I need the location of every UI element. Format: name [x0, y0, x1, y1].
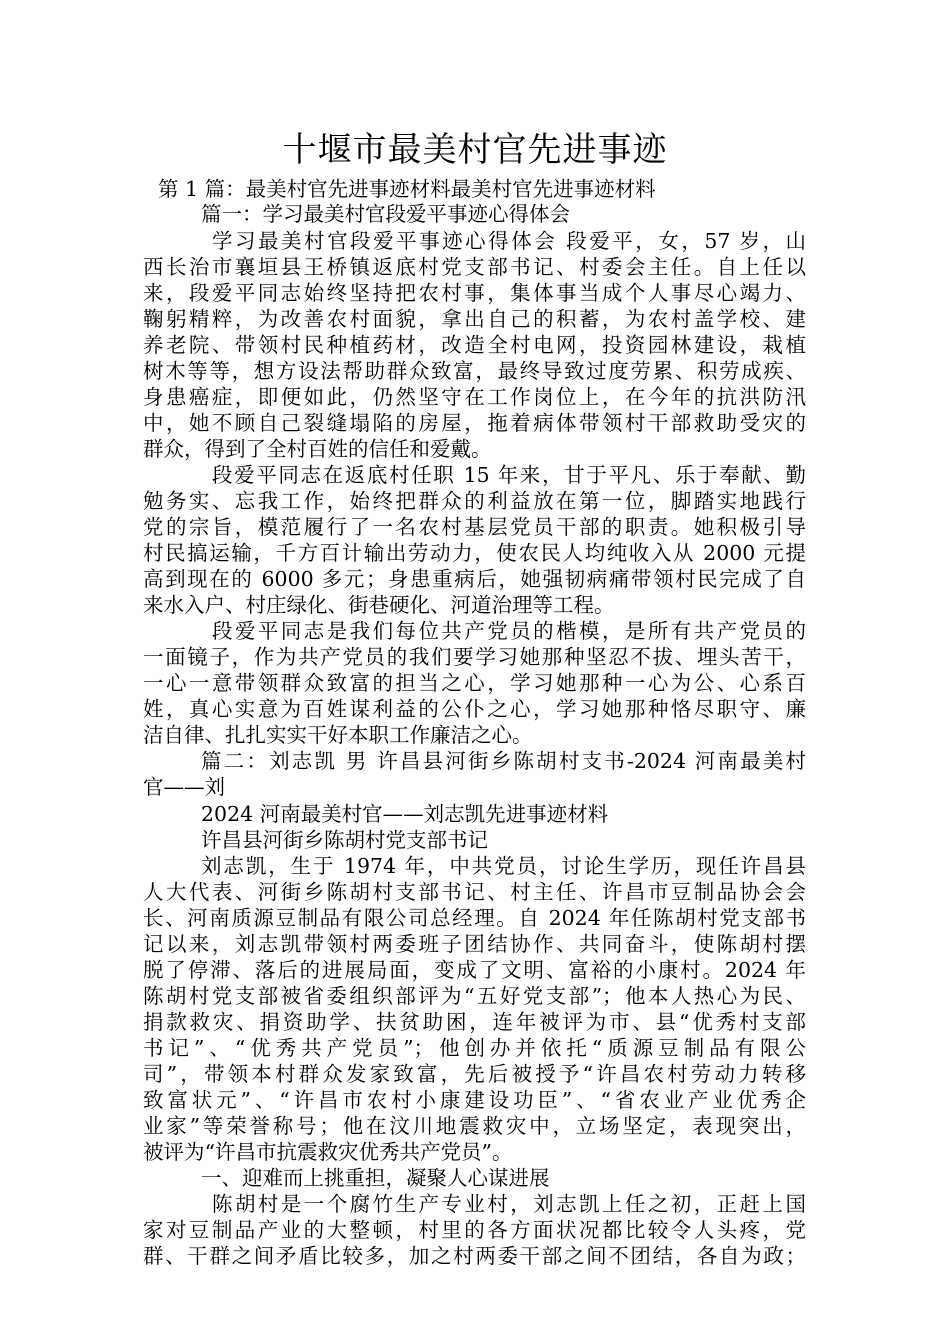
body-line: 陈胡村是一个腐竹生产专业村，刘志凯上任之初，正赶上国 [212, 1192, 806, 1216]
body-line: 刘志凯，生于 1974 年，中共党员，讨论生学历，现任许昌县 [201, 854, 806, 878]
body-line: 记以来，刘志凯带领村两委班子团结协作、共同奋斗，使陈胡村摆 [143, 932, 806, 956]
body-line: 家对豆制品产业的大整顿，村里的各方面状况都比较令人头疼，党 [143, 1218, 806, 1242]
body-line: 西长治市襄垣县王桥镇返底村党支部书记、村委会主任。自上任以 [143, 255, 806, 279]
body-line: 来，段爱平同志始终坚持把农村事，集体事当成个人事尽心竭力、 [143, 281, 806, 305]
body-line: 业家”等荣誉称号；他在汶川地震救灾中，立场坚定，表现突出， [143, 1114, 806, 1138]
document-title: 十堰市最美村官先进事迹 [282, 130, 668, 170]
body-line: 人大代表、河街乡陈胡村支部书记、村主任、许昌市豆制品协会会 [143, 880, 806, 904]
body-line: 官——刘 [143, 775, 225, 799]
body-line: 脱了停滞、落后的进展局面，变成了文明、富裕的小康村。2024 年 [143, 958, 806, 982]
body-line: 来水入户、村庄绿化、街巷硬化、河道治理等工程。 [143, 593, 615, 617]
body-line: 学习最美村官段爱平事迹心得体会 段爱平，女，57 岁，山 [212, 229, 806, 253]
body-line: 第 1 篇：最美村官先进事迹材料最美村官先进事迹材料 [158, 177, 656, 201]
body-line: 鞠躬精粹，为改善农村面貌，拿出自己的积蓄，为农村盖学校、建 [143, 307, 806, 331]
body-line: 中，她不顾自己裂缝塌陷的房屋，拖着病体带领村干部救助受灾的 [143, 411, 806, 435]
body-line: 勉务实、忘我工作，始终把群众的利益放在第一位，脚踏实地践行 [143, 489, 806, 513]
body-line: 司”，带领本村群众发家致富，先后被授予“许昌农村劳动力转移 [143, 1062, 806, 1086]
body-line: 段爱平同志是我们每位共产党员的楷模，是所有共产党员的 [212, 619, 806, 643]
body-line: 姓，真心实意为百姓谋利益的公仆之心，学习她那种恪尽职守、廉 [143, 697, 806, 721]
body-line: 书记”、“优秀共产党员”；他创办并依托“质源豆制品有限公 [143, 1036, 806, 1060]
body-line: 篇二：刘志凯 男 许昌县河街乡陈胡村支书-2024 河南最美村 [201, 749, 806, 773]
body-line: 养老院、带领村民种植药材，改造全村电网，投资园林建设，栽植 [143, 333, 806, 357]
body-line: 一心一意带领群众致富的担当之心，学习她那种一心为公、心系百 [143, 671, 806, 695]
body-line: 群众，得到了全村百姓的信任和爱戴。 [143, 437, 492, 461]
body-line: 高到现在的 6000 多元；身患重病后，她强韧病痛带领村民完成了自 [143, 567, 806, 591]
body-line: 村民搞运输，千方百计输出劳动力，使农民人均纯收入从 2000 元提 [143, 541, 806, 565]
body-line: 党的宗旨，模范履行了一名农村基层党员干部的职责。她积极引导 [143, 515, 806, 539]
body-line: 致富状元”、“许昌市农村小康建设功臣”、“省农业产业优秀企 [143, 1088, 806, 1112]
body-line: 被评为“许昌市抗震救灾优秀共产党员”。 [143, 1140, 513, 1164]
body-line: 一面镜子，作为共产党员的我们要学习她那种坚忍不拔、埋头苦干， [143, 645, 806, 669]
body-line: 许昌县河街乡陈胡村党支部书记 [201, 828, 488, 852]
body-line: 树木等等，想方设法帮助群众致富，最终导致过度劳累、积劳成疾、 [143, 359, 806, 383]
body-line: 长、河南质源豆制品有限公司总经理。自 2024 年任陈胡村党支部书 [143, 906, 806, 930]
body-line: 陈胡村党支部被省委组织部评为“五好党支部”；他本人热心为民、 [143, 984, 806, 1008]
body-line: 一、迎难而上挑重担，凝聚人心谋进展 [201, 1166, 550, 1190]
body-line: 洁自律、扎扎实实干好本职工作廉洁之心。 [143, 723, 533, 747]
body-line: 群、干群之间矛盾比较多，加之村两委干部之间不团结，各自为政； [143, 1244, 806, 1268]
body-line: 捐款救灾、捐资助学、扶贫助困，连年被评为市、县“优秀村支部 [143, 1010, 806, 1034]
body-line: 身患癌症，即便如此，仍然坚守在工作岗位上，在今年的抗洪防汛 [143, 385, 806, 409]
body-line: 篇一：学习最美村官段爱平事迹心得体会 [201, 202, 570, 226]
body-line: 段爱平同志在返底村任职 15 年来，甘于平凡、乐于奉献、勤 [212, 463, 806, 487]
body-line: 2024 河南最美村官——刘志凯先进事迹材料 [201, 802, 609, 826]
